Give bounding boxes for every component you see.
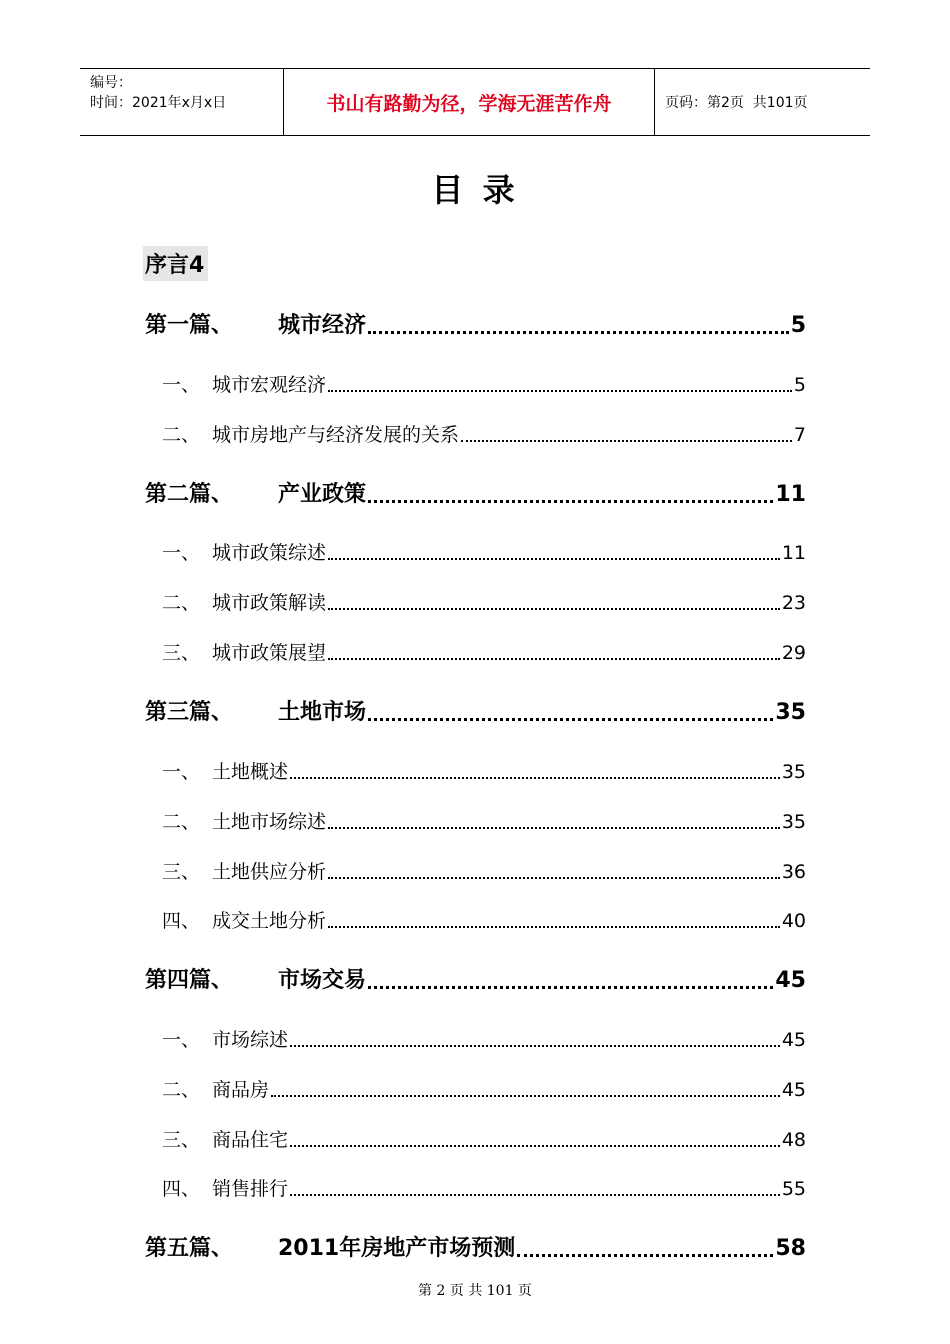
- toc-entry-title: 城市政策综述: [212, 542, 327, 564]
- toc-section-entry[interactable]: [145, 1174, 806, 1202]
- page-header: [80, 68, 870, 136]
- toc-entry-number: 第三篇、: [145, 700, 234, 725]
- toc-entry-title: 城市房地产与经济发展的关系: [212, 424, 460, 446]
- toc-entry-title: 土地供应分析: [212, 861, 327, 883]
- toc-entry-title: 土地市场综述: [212, 811, 327, 833]
- toc-chapter-entry[interactable]: [145, 1231, 806, 1263]
- toc-chapter-entry[interactable]: [145, 308, 806, 340]
- toc-leader-dots: [517, 1254, 773, 1257]
- toc-entry-page: 23: [781, 592, 806, 614]
- toc-section-entry[interactable]: [145, 420, 806, 448]
- toc-entry-title: 销售排行: [212, 1178, 289, 1200]
- toc-chapter-entry[interactable]: [145, 695, 806, 727]
- toc-entry-number: 三、: [162, 861, 201, 883]
- toc-leader-dots: [328, 558, 780, 560]
- toc-entry-title: 商品房: [212, 1079, 270, 1101]
- toc-section-entry[interactable]: [145, 1025, 806, 1053]
- toc-entry-page: 45: [781, 1079, 806, 1101]
- toc-entry-number: 二、: [162, 592, 201, 614]
- toc-entry-page: 7: [793, 424, 806, 446]
- toc-section-entry[interactable]: [145, 588, 806, 616]
- toc-entry-title: 城市经济: [278, 313, 367, 338]
- toc-leader-dots: [368, 986, 773, 989]
- toc-entry-number: 三、: [162, 642, 201, 664]
- toc-entry-page: 35: [781, 811, 806, 833]
- toc-leader-dots: [368, 500, 773, 503]
- toc-entry-number: 一、: [162, 761, 201, 783]
- serial-label: 编号：: [90, 75, 132, 91]
- toc-entry-number: 四、: [162, 1178, 201, 1200]
- toc-section-entry[interactable]: [145, 807, 806, 835]
- toc-entry-page: 5: [793, 374, 806, 396]
- toc-entry-page: 5: [790, 313, 806, 338]
- toc-entry-title: 城市政策解读: [212, 592, 327, 614]
- toc-section-entry[interactable]: [145, 1075, 806, 1103]
- toc-entry-title: 城市宏观经济: [212, 374, 327, 396]
- time-label: 时间：2021年x月x日: [90, 95, 227, 111]
- toc-leader-dots: [328, 926, 780, 928]
- toc-entry-number: 一、: [162, 542, 201, 564]
- toc-entry-number: 四、: [162, 910, 201, 932]
- toc-leader-dots: [328, 827, 780, 829]
- toc-leader-dots: [290, 777, 780, 779]
- toc-leader-dots: [290, 1145, 780, 1147]
- toc-preface[interactable]: 序言4: [143, 246, 208, 281]
- toc-entry-title: 产业政策: [278, 482, 367, 507]
- toc-leader-dots: [290, 1045, 780, 1047]
- toc-entry-number: 第二篇、: [145, 482, 234, 507]
- toc-leader-dots: [271, 1095, 780, 1097]
- toc-entry-page: 45: [775, 968, 806, 993]
- toc-entry-page: 11: [781, 542, 806, 564]
- toc-section-entry[interactable]: [145, 857, 806, 885]
- toc-entry-page: 35: [781, 761, 806, 783]
- toc-entry-number: 第一篇、: [145, 313, 234, 338]
- toc-entry-title: 市场交易: [278, 968, 367, 993]
- toc-leader-dots: [290, 1194, 780, 1196]
- toc-entry-page: 11: [775, 482, 806, 507]
- page-info-text: 页码：第2页 共101页: [665, 95, 808, 111]
- toc-entry-number: 第五篇、: [145, 1236, 234, 1261]
- toc-entry-title: 商品住宅: [212, 1129, 289, 1151]
- toc-chapter-entry[interactable]: [145, 477, 806, 509]
- toc-entry-page: 55: [781, 1178, 806, 1200]
- toc-entry-page: 40: [781, 910, 806, 932]
- toc-entry-title: 2011年房地产市场预测: [278, 1236, 516, 1261]
- toc-section-entry[interactable]: [145, 638, 806, 666]
- toc-leader-dots: [328, 608, 780, 610]
- toc-section-entry[interactable]: [145, 906, 806, 934]
- toc-entry-page: 48: [781, 1129, 806, 1151]
- toc-leader-dots: [328, 658, 780, 660]
- toc-title: 目 录: [431, 171, 519, 209]
- toc-entry-title: 土地市场: [278, 700, 367, 725]
- page-footer: 第 2 页 共 101 页: [418, 1283, 532, 1299]
- header-motto: 书山有路勤为径，学海无涯苦作舟: [283, 69, 655, 135]
- toc-leader-dots: [461, 440, 792, 442]
- toc-section-entry[interactable]: [145, 1125, 806, 1153]
- toc-entry-page: 45: [781, 1029, 806, 1051]
- toc-leader-dots: [328, 390, 792, 392]
- toc-entry-number: 二、: [162, 811, 201, 833]
- header-page-info: [655, 69, 870, 135]
- toc-entry-title: 城市政策展望: [212, 642, 327, 664]
- toc-entry-number: 二、: [162, 424, 201, 446]
- toc-leader-dots: [328, 877, 780, 879]
- toc-entry-title: 土地概述: [212, 761, 289, 783]
- toc-entry-page: 58: [775, 1236, 806, 1261]
- toc-leader-dots: [368, 718, 773, 721]
- toc-entry-number: 三、: [162, 1129, 201, 1151]
- toc-entry-number: 二、: [162, 1079, 201, 1101]
- toc-entry-number: 一、: [162, 374, 201, 396]
- toc-entry-title: 市场综述: [212, 1029, 289, 1051]
- toc-section-entry[interactable]: [145, 757, 806, 785]
- toc-entry-page: 36: [781, 861, 806, 883]
- toc-entry-number: 一、: [162, 1029, 201, 1051]
- toc-section-entry[interactable]: [145, 370, 806, 398]
- toc-entry-number: 第四篇、: [145, 968, 234, 993]
- toc-entry-page: 35: [775, 700, 806, 725]
- toc-section-entry[interactable]: [145, 538, 806, 566]
- toc-leader-dots: [368, 331, 789, 334]
- header-meta: [80, 69, 283, 135]
- toc-entry-page: 29: [781, 642, 806, 664]
- toc-entry-title: 成交土地分析: [212, 910, 327, 932]
- toc-chapter-entry[interactable]: [145, 963, 806, 995]
